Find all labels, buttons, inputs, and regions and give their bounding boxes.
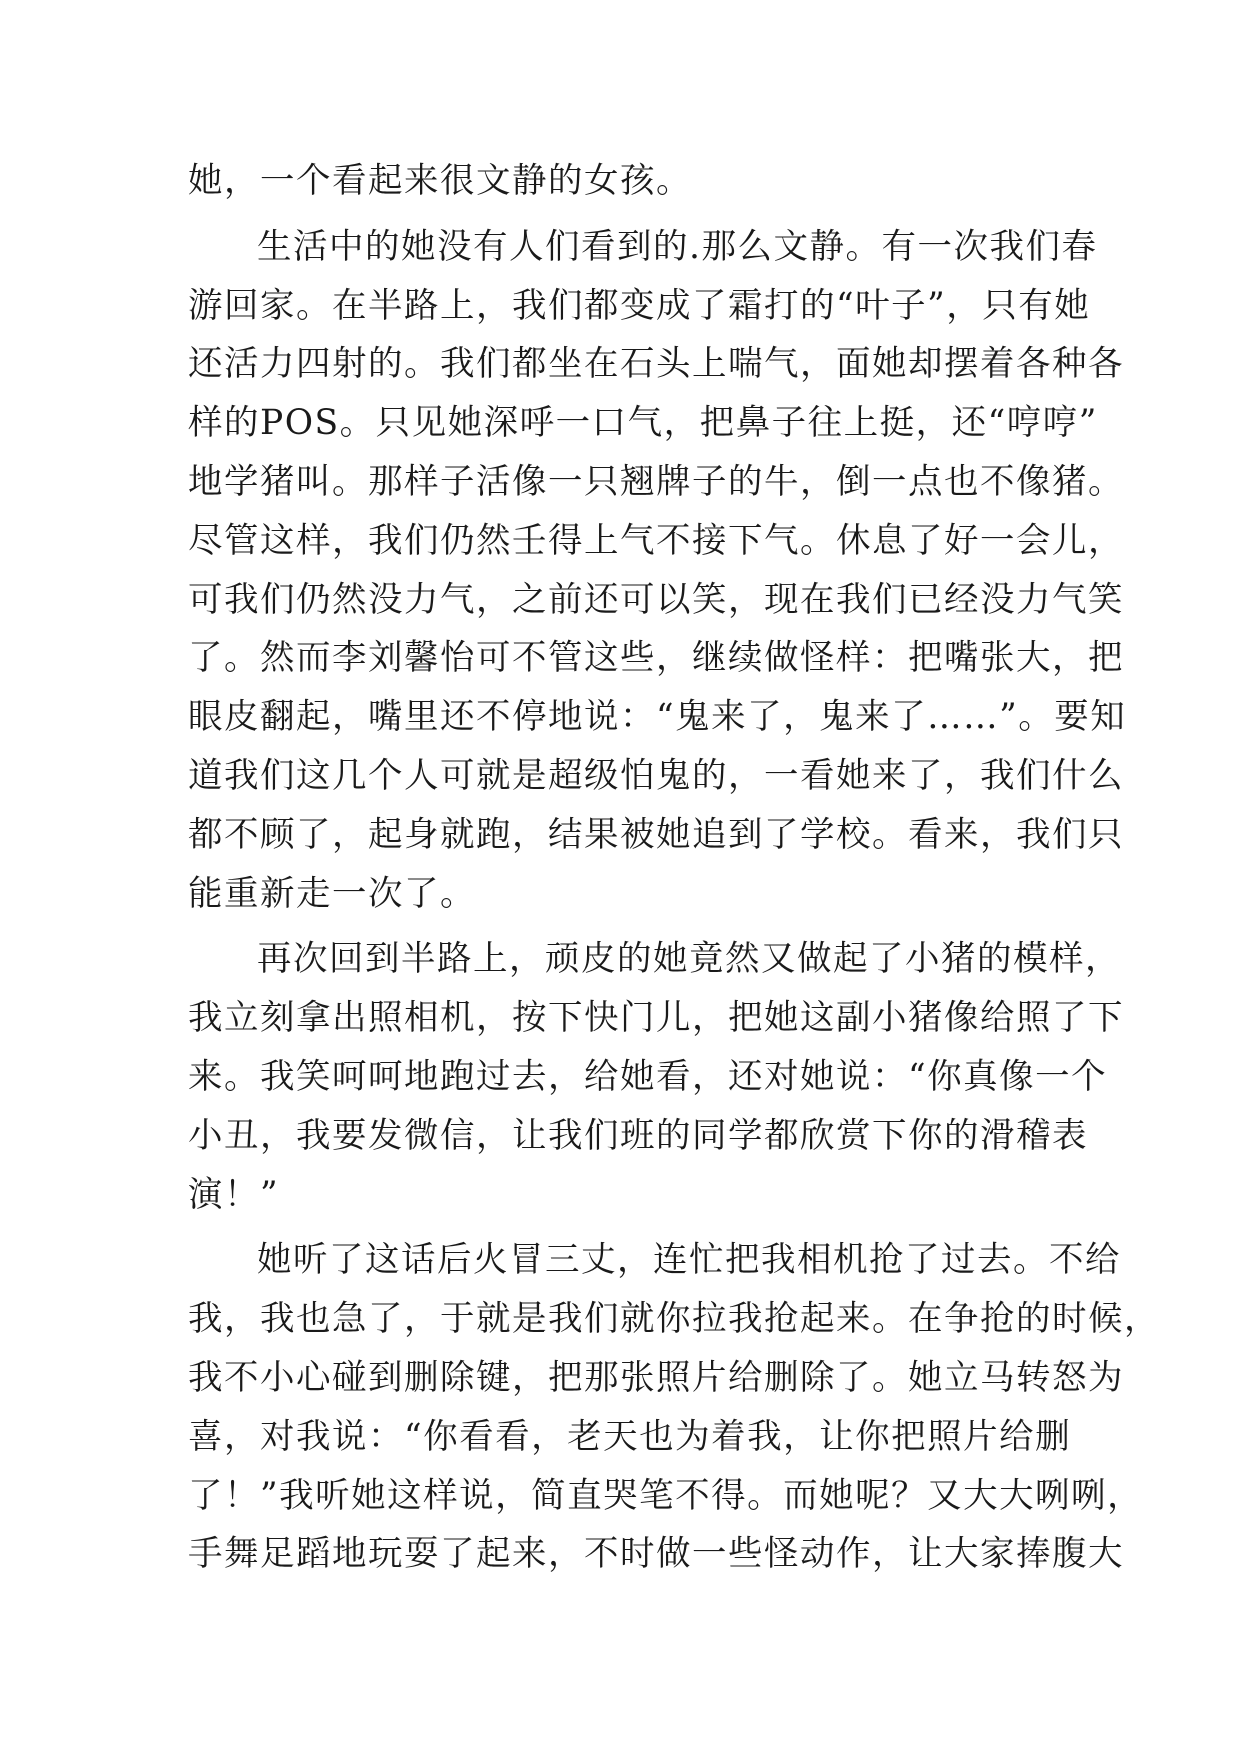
text-line: 来。我笑呵呵地跑过去，给她看，还对她说：“你真像一个 [188,1056,1108,1097]
text-line: 她，一个看起来很文静的女孩。 [188,161,692,201]
text-line: 可我们仍然没力气，之前还可以笑，现在我们已经没力气笑 [188,579,1124,620]
document-body [188,152,1160,1584]
text-line: 了。然而李刘馨怡可不管这些，继续做怪样：把嘴张大，把 [188,638,1124,679]
text-line: 能重新走一次了。 [188,873,476,914]
text-line: 尽管这样，我们仍然壬得上气不接下气。休息了好一会儿， [188,520,1124,561]
paragraph-spacer [188,923,1068,930]
text-line: 都不顾了，起身就跑，结果被她追到了学校。看来，我们只 [188,814,1124,855]
text-line: 了！”我听她这样说，简直哭笔不得。而她呢？又大大咧咧， [188,1475,1144,1516]
text-line: 地学猪叫。那样子活像一只翘牌子的牛，倒一点也不像猪。 [188,461,1124,502]
text-line: 她听了这话后火冒三丈，连忙把我相机抢了过去。不给 [257,1240,1121,1281]
text-line: 再次回到半路上，顽皮的她竟然又做起了小猪的模样， [257,939,1121,980]
text-line: 小丑，我要发微信，让我们班的同学都欣赏下你的滑稽表 [188,1115,1088,1156]
text-line: 还活力四射的。我们都坐在石头上喘气，面她却摆着各种各 [188,344,1124,385]
text-line: 生活中的她没有人们看到的.那么文静。有一次我们春 [257,226,1098,267]
paragraph-2 [188,218,1127,924]
text-line: 样的POS。只见她深呼一口气，把鼻子往上挺，还“哼哼” [188,403,1098,444]
text-line: 我，我也急了，于就是我们就你拉我抢起来。在争抢的时候， [188,1299,1160,1340]
text-line: 道我们这几个人可就是超级怕鬼的，一看她来了，我们什么 [188,755,1124,796]
text-line: 演！” [188,1174,280,1215]
text-line: 我不小心碰到删除键，把那张照片给删除了。她立马转怒为 [188,1357,1124,1398]
text-line: 喜，对我说：“你看看，老天也为着我，让你把照片给删 [188,1416,1072,1457]
paragraph-spacer [188,211,1068,218]
paragraph-spacer [188,1224,1068,1231]
text-line: 手舞足蹈地玩耍了起来，不时做一些怪动作，让大家捧腹大 [188,1534,1124,1575]
paragraph-3 [188,930,1124,1224]
text-line: 眼皮翻起，嘴里还不停地说：“鬼来了，鬼来了……”。要知 [188,697,1127,738]
text-line: 游回家。在半路上，我们都变成了霜打的“叶子”，只有她 [188,285,1091,326]
paragraph-4 [188,1231,1160,1584]
text-line: 我立刻拿出照相机，按下快门儿，把她这副小猪像给照了下 [188,998,1124,1039]
paragraph-1 [188,152,1068,211]
